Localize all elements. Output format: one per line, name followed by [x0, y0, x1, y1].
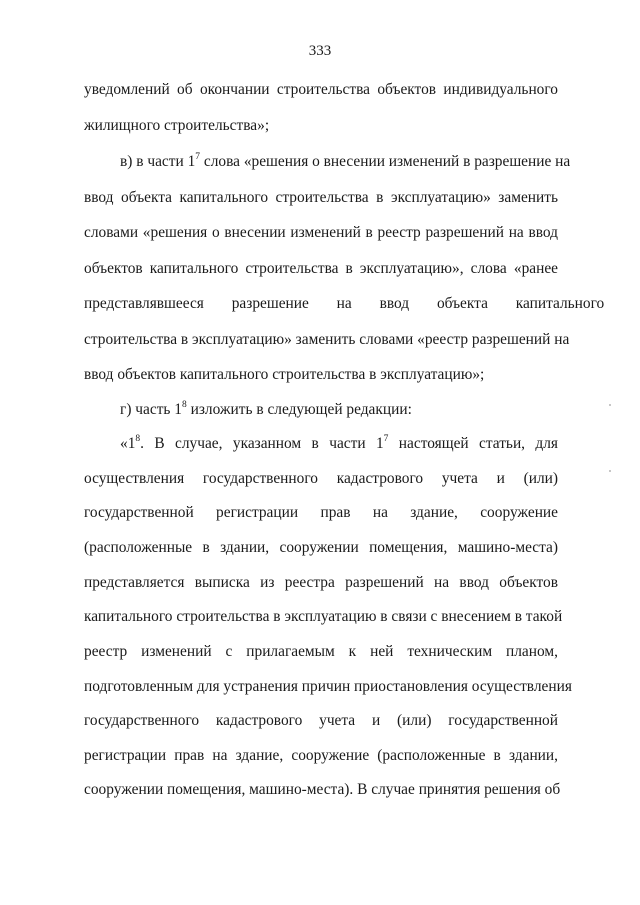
superscript: 8: [181, 399, 187, 410]
text-line: объектов капитального строительства в эксплуатацию», слова «ранее: [84, 260, 558, 277]
text-line: уведомлений об окончании строительства объектов индивидуального: [84, 81, 558, 98]
text-line: словами «решения о внесении изменений в реестр разрешений на ввод: [84, 224, 558, 241]
text-line: государственной регистрации прав на здание, сооружение: [84, 504, 558, 521]
page-number: 333: [308, 43, 332, 59]
text-line: регистрации прав на здание, сооружение (расположенные в здании,: [84, 747, 558, 764]
text-line: государственного кадастрового учета и (или) государственной: [84, 712, 558, 729]
text-line: осуществления государственного кадастрового учета и (или): [84, 470, 558, 487]
text-line: ввод объектов капитального строительства в эксплуатацию»;: [84, 366, 485, 383]
scan-speck: [609, 470, 611, 472]
text-line: реестр изменений с прилагаемым к ней техническим планом,: [84, 643, 558, 660]
scan-speck: [609, 404, 611, 406]
text-line: сооружении помещения, машино-места). В случае принятия решения об: [84, 781, 561, 798]
text-line: представлявшееся разрешение на ввод объекта капитального: [84, 295, 605, 312]
superscript: 7: [195, 151, 201, 162]
superscript: 8: [135, 433, 141, 444]
superscript: 7: [383, 433, 389, 444]
text-line: подготовленным для устранения причин приостановления осуществления: [84, 678, 572, 695]
text-line: «$1^8$. В случае, указанном в части $1^7$ настоящей статьи, для: [120, 433, 559, 452]
text-line: в) в части $1^7$ слова «решения о внесении изменений в разрешение на: [120, 151, 571, 170]
text-line: строительства в эксплуатацию» заменить словами «реестр разрешений на: [84, 331, 570, 348]
text-line: (расположенные в здании, сооружении помещения, машино-места): [84, 539, 558, 556]
text-line: жилищного строительства»;: [84, 117, 270, 134]
text-line: представляется выписка из реестра разрешений на ввод объектов: [84, 574, 558, 591]
text-line: г) часть $1^8$ изложить в следующей редакции:: [120, 399, 412, 418]
text-line: капитального строительства в эксплуатацию в связи с внесением в такой: [84, 608, 563, 625]
text-line: ввод объекта капитального строительства в эксплуатацию» заменить: [84, 189, 558, 206]
